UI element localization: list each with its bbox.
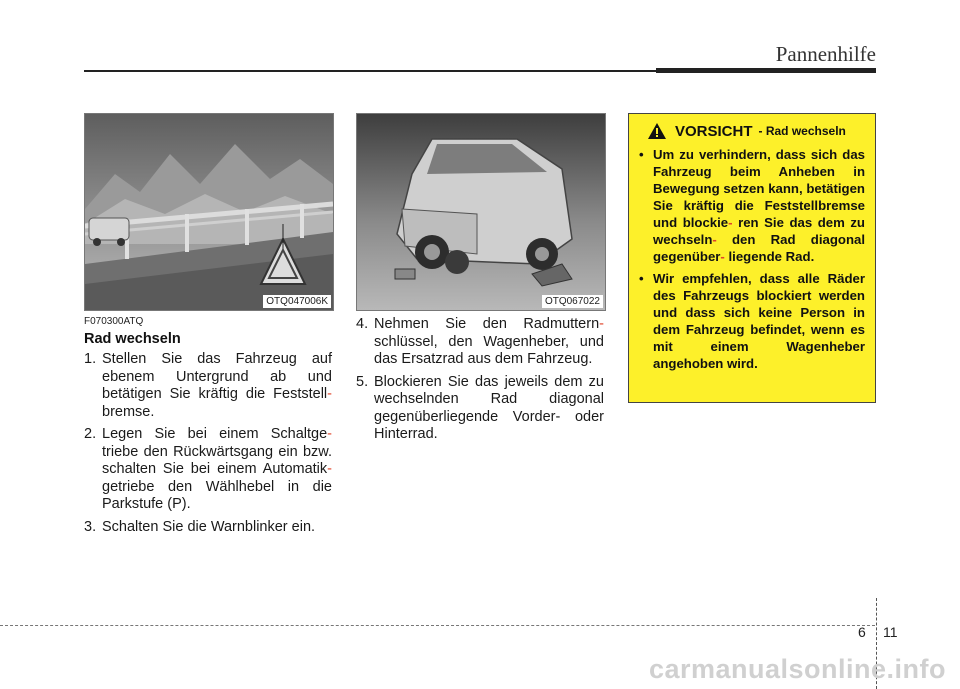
section-code: F070300ATQ <box>84 316 144 327</box>
step-number: 1. <box>84 351 97 367</box>
step-item <box>84 519 332 537</box>
step-text: Nehmen Sie den Radmuttern <box>374 316 600 332</box>
van-jack-illustration <box>357 114 605 310</box>
step-text-cont: getriebe den Wählhebel in die Parkstufe (P). <box>102 478 332 512</box>
warning-triangle-icon <box>647 122 667 140</box>
step-number: 4. <box>356 316 369 332</box>
page-number: 11 <box>883 624 898 640</box>
figure-van-on-jack <box>356 113 606 311</box>
step-number: 3. <box>84 518 97 535</box>
step-item: 2. Legen Sie bei einem Schaltge- triebe den Rückwärtsgang ein bzw. schalten Sie bei einem Automatik- getriebe den Wählhebel in die Parkstufe (P). <box>84 426 332 512</box>
caution-bullet: • Um zu verhindern, dass sich das Fahrzeug beim Anheben in Bewegung setzen kann, betätigen Sie kräftig die Feststellbremse und blockie- ren Sie das dem zu wechseln- den Rad diagonal gegenüber- liegende Rad. <box>639 147 865 264</box>
step-text: Blockieren Sie das jeweils dem zu wechselnden Rad diagonal gegenüberliegende Vorder- oder Hinterrad. <box>374 373 604 442</box>
step-number: 2. <box>84 426 97 442</box>
caution-subtitle: - Rad wechseln <box>758 124 846 138</box>
bullet-dot: • <box>639 147 644 162</box>
step-number: 5. <box>356 373 369 390</box>
step-text: Legen Sie bei einem Schaltge <box>102 426 328 442</box>
bullet-dot: • <box>639 271 644 286</box>
step-text-cont: bremse. <box>102 403 155 420</box>
step-text: Schalten Sie die Warnblinker ein. <box>102 518 316 535</box>
watermark: carmanualsonline.info <box>648 654 946 684</box>
caution-header <box>647 122 865 140</box>
header-rule-accent <box>656 68 876 73</box>
step-text: Stellen Sie das Fahrzeug auf ebenem Untergrund ab und betätigen Sie kräftig die Feststell <box>102 351 332 402</box>
step-text-cont: schlüssel, den Wagenheber, und das Ersatzrad aus dem Fahrzeug. <box>374 333 604 367</box>
highway-illustration <box>85 114 333 310</box>
figure-highway-warning-triangle <box>84 113 334 311</box>
page-header-title: Pannenhilfe <box>775 42 876 66</box>
section-title: Rad wechseln <box>84 331 181 347</box>
step-item: 1. Stellen Sie das Fahrzeug auf ebenem Untergrund ab und betätigen Sie kräftig die Feststell- bremse. <box>84 351 332 420</box>
step-item: 4. Nehmen Sie den Radmuttern- schlüssel, den Wagenheber, und das Ersatzrad aus dem Fahrzeug. <box>356 316 604 367</box>
caution-bullet: • Wir empfehlen, dass alle Räder des Fahrzeugs blockiert werden und dass sich keine Person in dem Fahrzeug befindet, wenn es mit einem Wagenheber angehoben wird. <box>639 271 865 371</box>
step-item <box>356 374 604 444</box>
figure-code: OTQ067022 <box>542 295 603 308</box>
steps-right <box>356 316 604 449</box>
footer-dash-line <box>0 625 875 626</box>
caution-box <box>628 113 876 403</box>
caution-title: VORSICHT <box>675 122 753 140</box>
chapter-number: 6 <box>858 624 866 640</box>
steps-left <box>84 351 332 541</box>
figure-code: OTQ047006K <box>263 295 331 308</box>
